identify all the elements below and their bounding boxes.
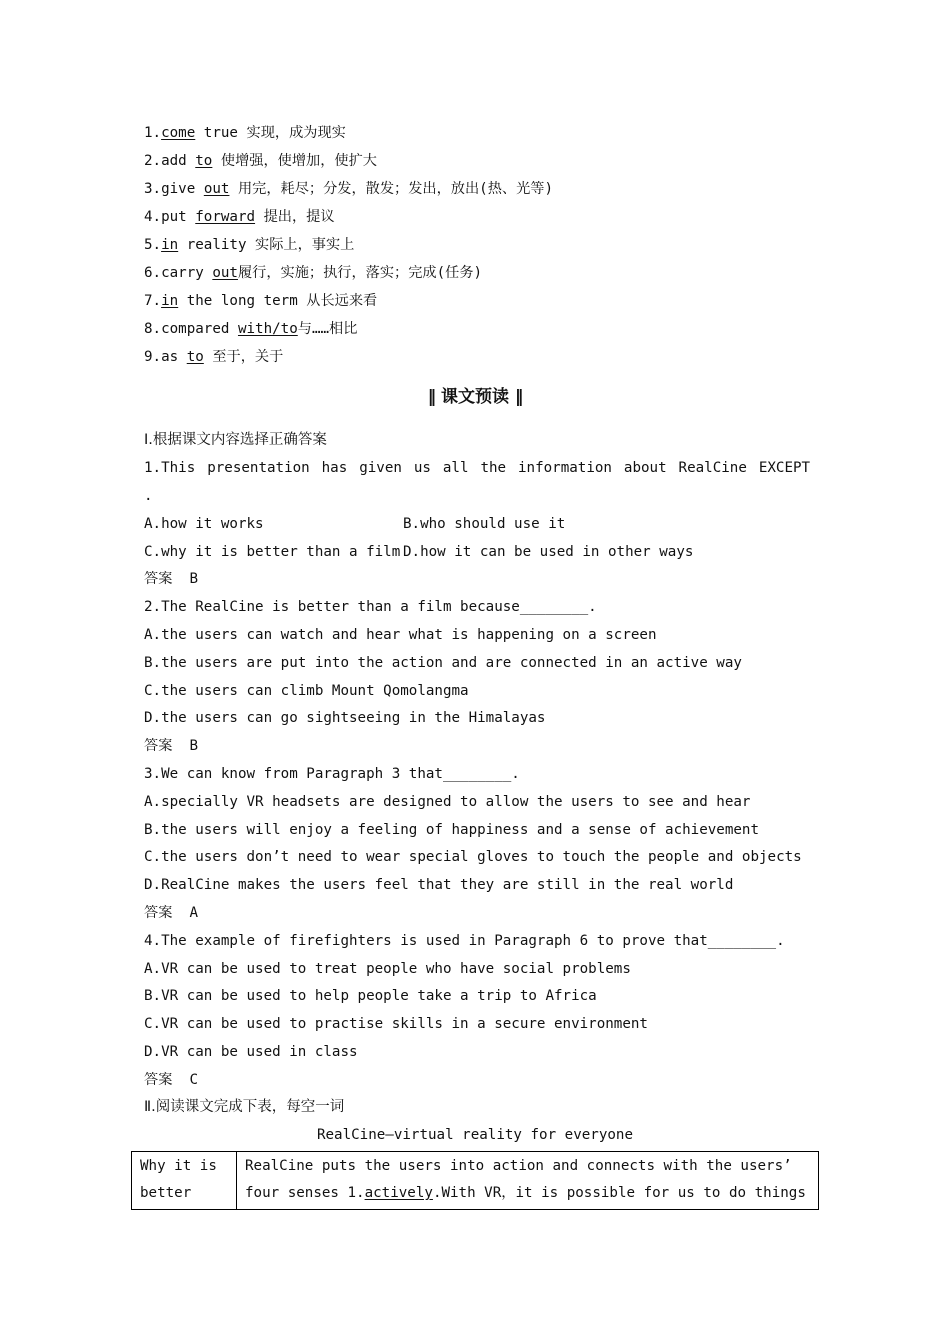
row-content: RealCine puts the users into action and connects with the users’ four senses 1. — [245, 1158, 792, 1201]
option-a: A.VR can be used to treat people who have social problems — [144, 961, 631, 977]
option-a: A.specially VR headsets are designed to allow the users to see and hear — [144, 794, 751, 810]
phrase-text: add — [161, 153, 196, 169]
phrase-item — [144, 347, 283, 367]
phrase-number: 4. — [144, 209, 162, 225]
phrase-number: 5. — [144, 237, 162, 253]
question-stem-end: . — [144, 488, 153, 504]
phrase-number: 3. — [144, 181, 162, 197]
phrase-text: put — [161, 209, 196, 225]
row-label-cell — [132, 1152, 237, 1210]
phrase-text: compared — [161, 321, 238, 337]
phrase-answer: out — [212, 265, 238, 281]
option-c: C.the users can climb Mount Qomolangma — [144, 683, 469, 699]
option-a: A.how it works — [144, 516, 264, 532]
phrase-answer: to — [195, 153, 213, 169]
phrase-meaning: 至于，关于 — [203, 349, 284, 365]
question-stem: 4.The example of firefighters is used in Paragraph 6 to prove that________. — [144, 933, 785, 949]
row-answer: actively — [364, 1185, 433, 1201]
phrase-answer: to — [186, 349, 204, 365]
part1-title: Ⅰ.根据课文内容选择正确答案 — [144, 432, 327, 448]
phrase-meaning: 使增强，使增加，使扩大 — [212, 153, 377, 169]
table-row — [132, 1152, 819, 1210]
option-d: D.VR can be used in class — [144, 1044, 358, 1060]
option-b: B.VR can be used to help people take a trip to Africa — [144, 988, 597, 1004]
phrase-item — [144, 123, 346, 143]
phrase-answer: come — [161, 125, 196, 141]
phrase-item — [144, 263, 482, 283]
phrase-meaning: 用完，耗尽；分发，散发；发出，放出(热、光等) — [229, 181, 554, 197]
row-content-cont: .With VR，it is possible for us to do things — [432, 1185, 806, 1201]
heading-bar-right: ‖ — [514, 387, 523, 407]
phrase-item — [144, 291, 377, 311]
phrase-item — [144, 151, 377, 171]
phrase-item — [144, 179, 553, 199]
option-b: B.the users are put into the action and are connected in an active way — [144, 655, 742, 671]
phrase-meaning: true 实现，成为现实 — [195, 125, 346, 141]
section-heading — [0, 386, 950, 408]
phrase-number: 7. — [144, 293, 162, 309]
option-d: D.the users can go sightseeing in the Himalayas — [144, 710, 546, 726]
phrase-item — [144, 235, 354, 255]
phrase-text: carry — [161, 265, 213, 281]
phrase-answer: in — [161, 293, 179, 309]
question-stem: 1.This presentation has given us all the information about RealCine EXCEPT — [144, 460, 811, 476]
phrase-answer: with/to — [237, 321, 298, 337]
phrase-meaning: the long term 从长远来看 — [178, 293, 378, 309]
phrase-item — [144, 207, 335, 227]
option-d: D.RealCine makes the users feel that they are still in the real world — [144, 877, 734, 893]
phrase-meaning: 提出，提议 — [255, 209, 335, 225]
phrase-text: give — [161, 181, 204, 197]
row-content-cell — [237, 1152, 819, 1210]
option-b: B.the users will enjoy a feeling of happiness and a sense of achievement — [144, 822, 759, 838]
phrase-meaning: 与……相比 — [297, 321, 358, 337]
phrase-number: 1. — [144, 125, 162, 141]
phrase-number: 6. — [144, 265, 162, 281]
question-stem: 2.The RealCine is better than a film because________. — [144, 599, 597, 615]
option-c: C.why it is better than a film — [144, 544, 401, 560]
phrase-text: as — [161, 349, 187, 365]
phrase-number: 2. — [144, 153, 162, 169]
option-c: C.VR can be used to practise skills in a secure environment — [144, 1016, 648, 1032]
phrase-meaning: 履行，实施；执行，落实；完成(任务) — [237, 265, 483, 281]
phrase-answer: in — [161, 237, 179, 253]
option-a: A.the users can watch and hear what is happening on a screen — [144, 627, 657, 643]
phrase-number: 8. — [144, 321, 162, 337]
row-label: Why it is better — [140, 1158, 217, 1201]
phrase-meaning: reality 实际上，事实上 — [178, 237, 355, 253]
question-stem: 3.We can know from Paragraph 3 that________. — [144, 766, 520, 782]
phrase-answer: out — [203, 181, 230, 197]
phrase-item — [144, 319, 357, 339]
answer-line: 答案 C — [144, 1072, 198, 1088]
heading-bar-left: ‖ — [427, 387, 436, 407]
heading-text: 课文预读 — [441, 387, 509, 407]
phrase-number: 9. — [144, 349, 162, 365]
summary-table — [131, 1151, 819, 1210]
option-b: B.who should use it — [403, 516, 566, 532]
answer-line: 答案 B — [144, 738, 198, 754]
part2-title: Ⅱ.阅读课文完成下表，每空一词 — [144, 1099, 345, 1115]
option-c: C.the users don’t need to wear special gloves to touch the people and objects — [144, 849, 802, 865]
answer-line: 答案 B — [144, 571, 198, 587]
option-d: D.how it can be used in other ways — [403, 544, 694, 560]
answer-line: 答案 A — [144, 905, 198, 921]
table-title: RealCine—virtual reality for everyone — [316, 1127, 634, 1143]
phrase-answer: forward — [195, 209, 256, 225]
